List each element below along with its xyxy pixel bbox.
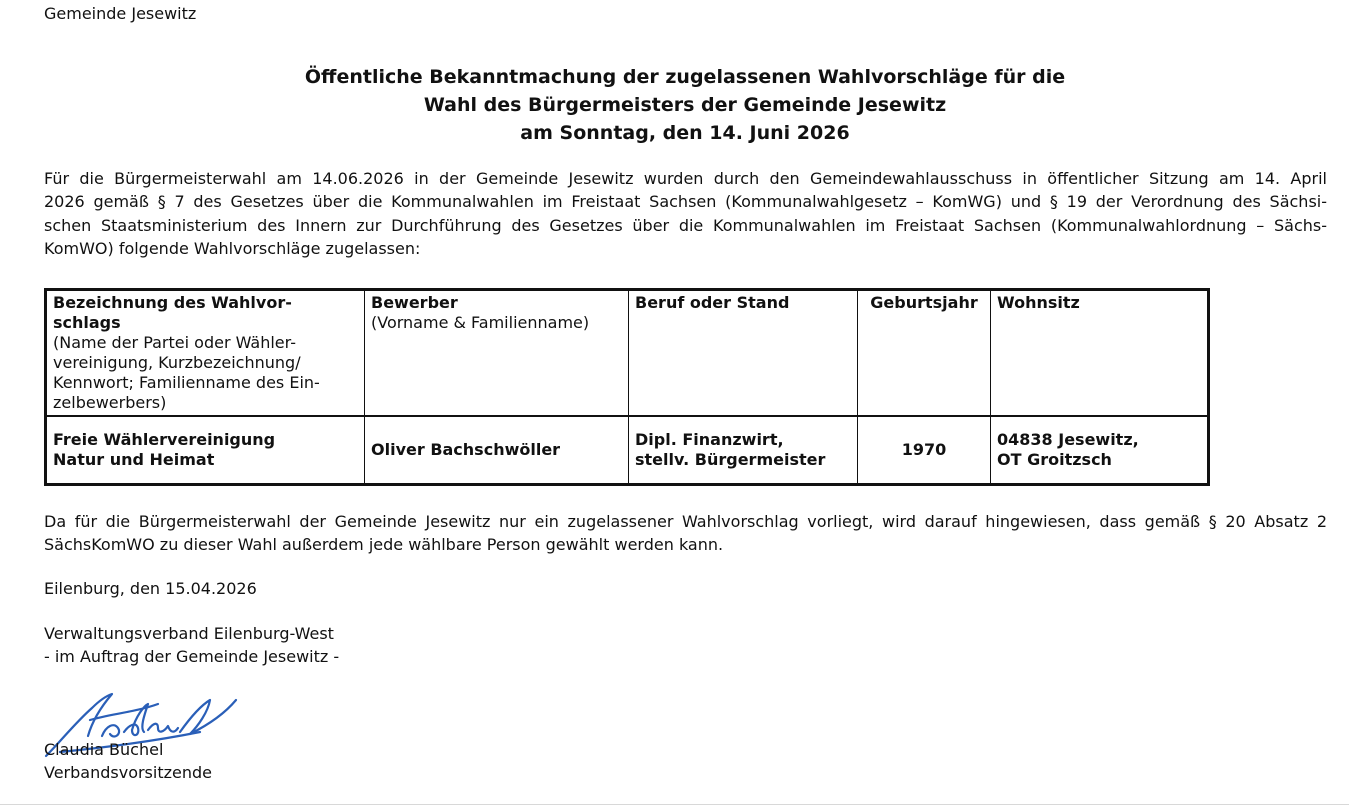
issuer-org: Verwaltungsverband Eilenburg-West xyxy=(44,624,334,643)
header-party-note: Kennwort; Familienname des Ein- xyxy=(53,373,320,392)
cell-party xyxy=(46,416,365,485)
issuer-on-behalf: - im Auftrag der Gemeinde Jesewitz - xyxy=(44,647,340,666)
header-candidate xyxy=(365,290,629,417)
intro-paragraph xyxy=(44,167,1327,260)
intro-line: schen Staatsministerium des Innern zur Durchführung des Gesetzes über die Kommunalwahlen im Freistaat Sachsen (Kommunalwahlordnung – Sächs- xyxy=(44,215,1327,235)
table-header-row xyxy=(46,290,1209,417)
header-party-title: Bezeichnung des Wahlvor- xyxy=(53,293,292,312)
cell-candidate: Oliver Bachschwöller xyxy=(365,416,629,485)
intro-line: Für die Bürgermeisterwahl am 14.06.2026 in der Gemeinde Jesewitz wurden durch den Gemeindewahlausschuss in öffentlicher Sitzung am 14. April xyxy=(44,169,1327,188)
cell-job-line: Dipl. Finanzwirt, xyxy=(635,430,784,449)
title-line-3: am Sonntag, den 14. Juni 2026 xyxy=(520,122,850,144)
cell-job xyxy=(629,416,858,485)
header-residence: Wohnsitz xyxy=(991,290,1209,417)
header-party-title: schlags xyxy=(53,313,121,332)
header-party xyxy=(46,290,365,417)
signer-role: Verbandsvorsitzende xyxy=(44,763,212,782)
title-line-2: Wahl des Bürgermeisters der Gemeinde Jesewitz xyxy=(423,94,947,116)
header-party-note: vereinigung, Kurzbezeichnung/ xyxy=(53,353,301,372)
candidates-table xyxy=(44,288,1210,486)
page-bottom-divider xyxy=(0,804,1349,805)
signer-block xyxy=(44,738,212,784)
announcement-title xyxy=(0,63,1349,147)
header-candidate-note: (Vorname & Familienname) xyxy=(371,313,590,332)
note-line: Da für die Bürgermeisterwahl der Gemeinde Jesewitz nur ein zugelassener Wahlvorschlag vorliegt, wird darauf hingewiesen, dass gemäß § 20 Absatz 2 xyxy=(44,512,1327,531)
title-line-1: Öffentliche Bekanntmachung der zugelassenen Wahlvorschläge für die xyxy=(304,66,1066,88)
header-job: Beruf oder Stand xyxy=(629,290,858,417)
note-paragraph xyxy=(44,510,1327,557)
note-line: SächsKomWO zu dieser Wahl außerdem jede wählbare Person gewählt werden kann. xyxy=(44,535,724,555)
header-party-note: (Name der Partei oder Wähler- xyxy=(53,333,296,352)
signer-name: Claudia Büchel xyxy=(44,740,164,759)
cell-party-line: Natur und Heimat xyxy=(53,450,215,469)
cell-birth-year: 1970 xyxy=(858,416,991,485)
header-birth-year: Geburtsjahr xyxy=(858,290,991,417)
cell-job-line: stellv. Bürgermeister xyxy=(635,450,826,469)
cell-party-line: Freie Wählervereinigung xyxy=(53,430,276,449)
municipality-header: Gemeinde Jesewitz xyxy=(44,4,197,23)
header-candidate-title: Bewerber xyxy=(371,293,458,312)
cell-residence-line: OT Groitzsch xyxy=(997,450,1112,469)
table-row xyxy=(46,416,1209,485)
header-party-note: zelbewerbers) xyxy=(53,393,167,412)
place-date: Eilenburg, den 15.04.2026 xyxy=(44,579,257,598)
intro-line: KomWO) folgende Wahlvorschläge zugelassen: xyxy=(44,238,421,258)
issuer-block xyxy=(44,622,339,668)
cell-residence-line: 04838 Jesewitz, xyxy=(997,430,1139,449)
cell-residence xyxy=(991,416,1209,485)
intro-line: 2026 gemäß § 7 des Gesetzes über die Kommunalwahlen im Freistaat Sachsen (Kommunalwahlgesetz – KomWG) und § 19 der Verordnung des Sächsi- xyxy=(44,192,1327,212)
